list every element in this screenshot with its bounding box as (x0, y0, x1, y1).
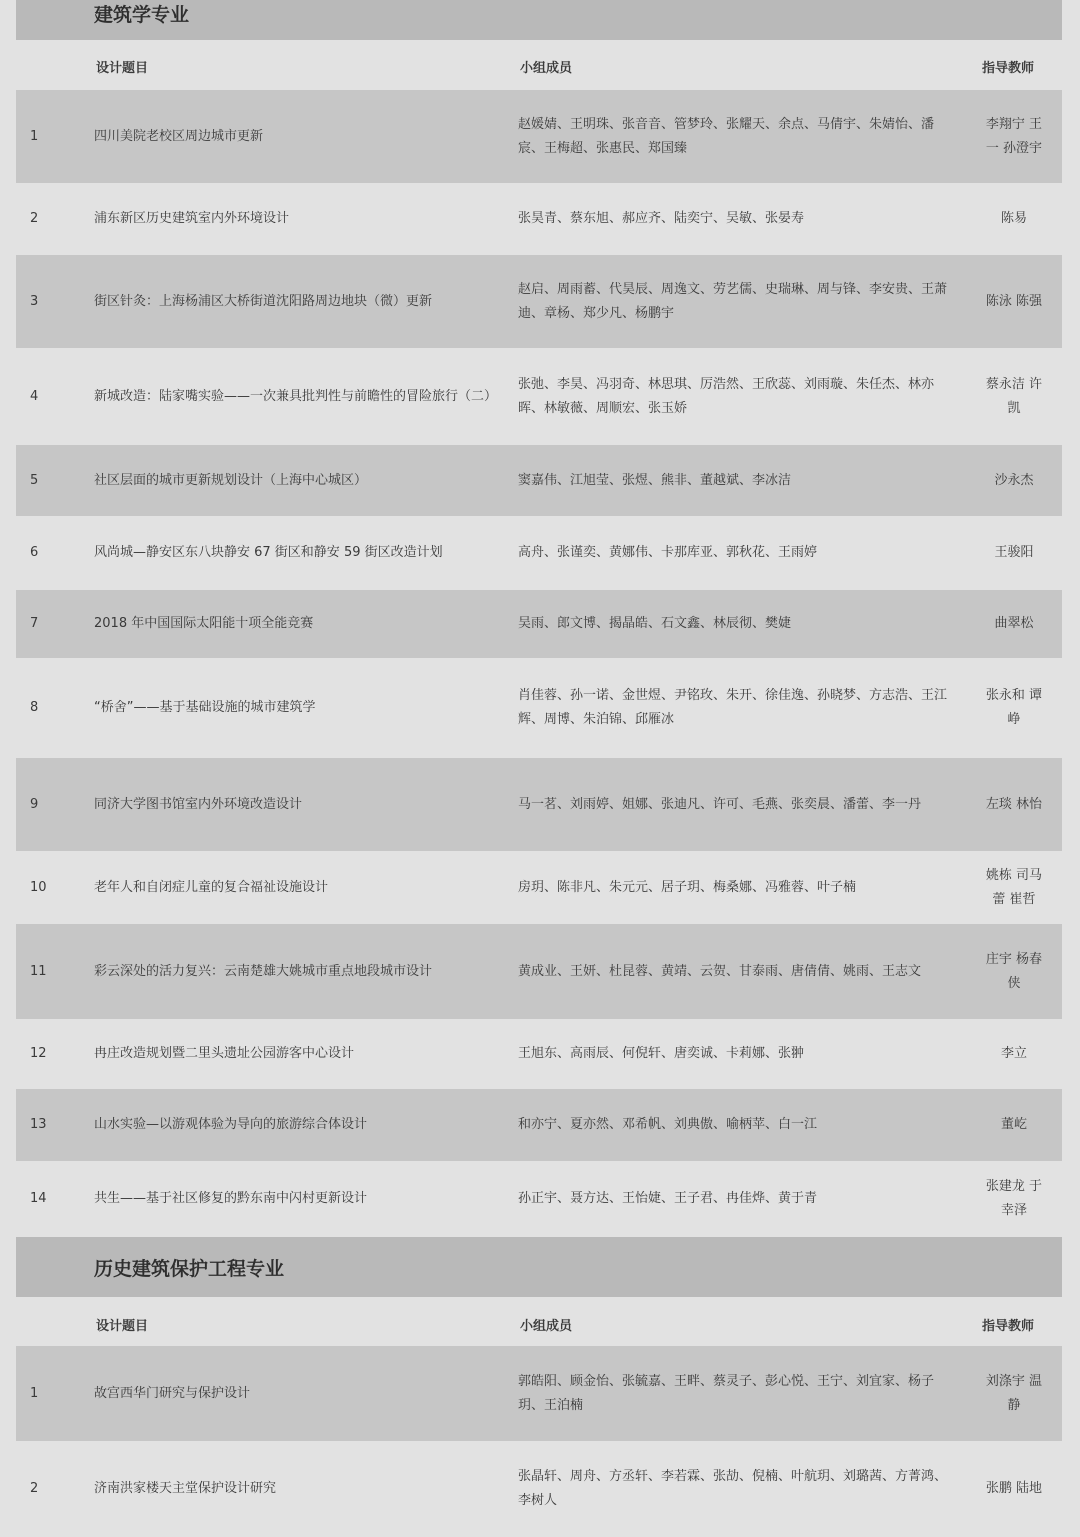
column-header-members: 小组成员 (520, 61, 573, 76)
group-members: 吴雨、郎文博、揭晶皓、石文鑫、林辰彻、樊婕 (518, 616, 792, 631)
row-number: 13 (30, 1117, 47, 1132)
design-topic: 新城改造：陆家嘴实验——一次兼具批判性与前瞻性的冒险旅行（二） (94, 388, 498, 404)
table-row (16, 90, 1062, 183)
group-members: 和亦宁、夏亦然、邓希帆、刘典傲、喻柄苹、白一江 (518, 1117, 818, 1132)
design-topic: 彩云深处的活力复兴：云南楚雄大姚城市重点地段城市设计 (94, 963, 433, 979)
design-topic: 老年人和自闭症儿童的复合福祉设施设计 (94, 879, 329, 895)
design-topic: 共生——基于社区修复的黔东南中闪村更新设计 (94, 1191, 368, 1206)
row-number: 11 (30, 963, 47, 979)
group-members: 张昊青、蔡东旭、郝应齐、陆奕宁、吴敏、张晏寿 (518, 211, 805, 226)
group-members: 王旭东、高雨辰、何倪轩、唐奕诚、卡莉娜、张翀 (518, 1046, 805, 1061)
table-row (16, 1441, 1062, 1537)
table-row (16, 1346, 1062, 1441)
table-row (16, 590, 1062, 658)
group-members: 张弛、李昊、冯羽奇、林思琪、厉浩然、王欣蕊、刘雨璇、朱任杰、林亦晖、林敏薇、周顺宏、张玉娇 (518, 376, 935, 416)
row-number: 3 (30, 293, 39, 309)
advisors: 左琰 林怡 (985, 796, 1043, 812)
group-members: 肖佳蓉、孙一诺、金世煜、尹铭玫、朱开、徐佳逸、孙晓梦、方志浩、王江辉、周博、朱泊锦、邱雁冰 (518, 688, 948, 727)
row-number: 6 (30, 545, 39, 560)
advisors: 张永和 谭峥 (985, 688, 1043, 727)
table-row (16, 348, 1062, 445)
advisors: 张鹏 陆地 (985, 1481, 1043, 1496)
row-number: 4 (30, 388, 39, 404)
advisors: 陈泳 陈强 (985, 293, 1043, 309)
design-topic: 故宫西华门研究与保护设计 (94, 1385, 251, 1401)
design-topic: 社区层面的城市更新规划设计（上海中心城区） (94, 472, 368, 488)
column-headers (16, 57, 1062, 75)
group-members: 黄成业、王妍、杜昆蓉、黄靖、云贺、甘泰雨、唐倩倩、姚雨、王志文 (518, 963, 922, 979)
column-header-teachers: 指导教师 (982, 61, 1035, 76)
column-header-members: 小组成员 (520, 1319, 573, 1334)
design-topic: 2018 年中国国际太阳能十项全能竞赛 (94, 616, 314, 631)
group-members: 郭皓阳、顾金怡、张毓嘉、王畔、蔡灵子、彭心悦、王宁、刘宜家、杨子玥、王泊楠 (518, 1373, 935, 1413)
row-number: 8 (30, 700, 39, 715)
advisors: 曲翠松 (994, 616, 1034, 631)
design-topic: 冉庄改造规划暨二里头遗址公园游客中心设计 (94, 1046, 355, 1061)
table-row (16, 758, 1062, 851)
table-row (16, 516, 1062, 590)
row-number: 1 (30, 1385, 39, 1401)
group-members: 赵启、周雨蓄、代昊辰、周逸文、劳艺儒、史瑞琳、周与锋、李安贵、王萧迪、章杨、郑少凡、杨鹏宇 (518, 281, 948, 321)
advisors: 沙永杰 (994, 472, 1034, 488)
design-topic: 风尚城—静安区东八块静安 67 街区和静安 59 街区改造计划 (94, 545, 443, 560)
advisors: 张建龙 于幸泽 (985, 1179, 1043, 1218)
design-topic: 街区针灸：上海杨浦区大桥街道沈阳路周边地块（微）更新 (94, 293, 433, 309)
advisors: 陈易 (1000, 211, 1027, 226)
row-number: 5 (30, 472, 39, 488)
advisors: 姚栋 司马蕾 崔哲 (985, 867, 1043, 907)
table-row (16, 658, 1062, 758)
group-members: 赵媛婧、王明珠、张音音、管梦玲、张耀天、余点、马倩宇、朱婧怡、潘宸、王梅超、张惠民、郑国臻 (518, 116, 935, 156)
advisors: 刘涤宇 温静 (985, 1373, 1043, 1413)
table-row (16, 255, 1062, 348)
row-number: 2 (30, 211, 39, 226)
design-topic: 济南洪家楼天主堂保护设计研究 (94, 1481, 277, 1496)
row-number: 10 (30, 879, 47, 895)
row-number: 1 (30, 128, 39, 144)
group-members: 张晶轩、周舟、方丞轩、李若霖、张劼、倪楠、叶航玥、刘璐茜、方菁鸿、李树人 (518, 1469, 948, 1508)
design-topic: 山水实验—以游观体验为导向的旅游综合体设计 (94, 1117, 368, 1132)
group-members: 窦嘉伟、江旭莹、张煜、熊非、董越斌、李冰洁 (518, 472, 792, 488)
group-members: 马一茗、刘雨婷、姐娜、张迪凡、许可、毛燕、张奕晨、潘蕾、李一丹 (518, 796, 922, 812)
row-number: 2 (30, 1481, 39, 1496)
group-members: 高舟、张谨奕、黄娜伟、卡那库亚、郭秋花、王雨婷 (518, 545, 818, 560)
design-topic: “桥舍”——基于基础设施的城市建筑学 (94, 700, 316, 715)
table-row (16, 445, 1062, 516)
section-header (16, 0, 1062, 40)
section-title: 建筑学专业 (94, 4, 190, 26)
table-row (16, 1089, 1062, 1161)
group-members: 孙正宇、聂方达、王怡婕、王子君、冉佳烨、黄于青 (518, 1191, 818, 1206)
advisors: 蔡永洁 许凯 (985, 376, 1043, 416)
table-row (16, 924, 1062, 1019)
column-header-topic: 设计题目 (96, 61, 149, 76)
table-row (16, 1019, 1062, 1089)
table-row (16, 1161, 1062, 1237)
design-topic: 四川美院老校区周边城市更新 (94, 128, 264, 144)
row-number: 7 (30, 616, 39, 631)
row-number: 14 (30, 1191, 47, 1206)
section-title: 历史建筑保护工程专业 (94, 1258, 285, 1280)
advisors: 董屹 (1000, 1117, 1027, 1132)
advisors: 庄宇 杨春侠 (985, 951, 1043, 991)
section-header (16, 1237, 1062, 1297)
group-members: 房玥、陈非凡、朱元元、居子玥、梅桑娜、冯雅蓉、叶子楠 (518, 879, 857, 895)
advisors: 李翔宁 王一 孙澄宇 (985, 116, 1043, 156)
column-header-topic: 设计题目 (96, 1319, 149, 1334)
row-number: 9 (30, 796, 39, 812)
table-row (16, 183, 1062, 255)
advisors: 李立 (1000, 1046, 1027, 1061)
column-headers (16, 1315, 1062, 1333)
table-row (16, 851, 1062, 924)
design-topic: 同济大学图书馆室内外环境改造设计 (94, 796, 303, 812)
row-number: 12 (30, 1046, 47, 1061)
design-topic: 浦东新区历史建筑室内外环境设计 (94, 211, 290, 226)
column-header-teachers: 指导教师 (982, 1319, 1035, 1334)
advisors: 王骏阳 (994, 545, 1034, 560)
